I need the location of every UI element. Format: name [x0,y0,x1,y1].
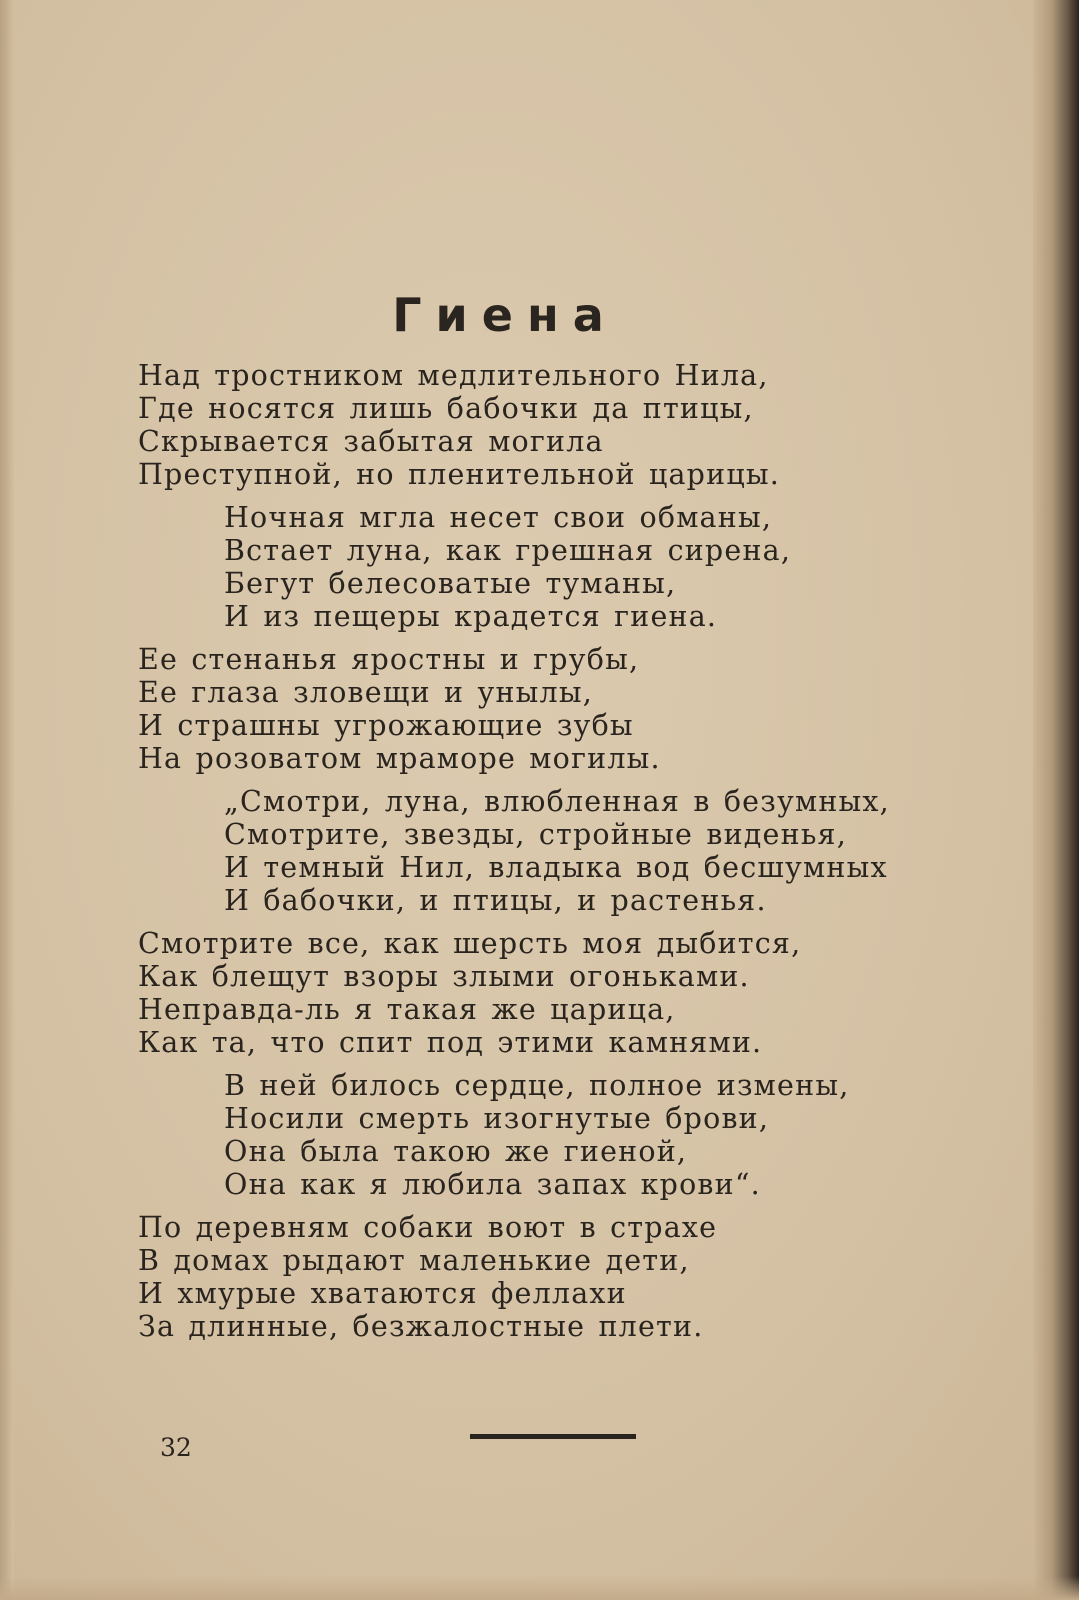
poem-line: Преступной, но пленительной царицы. [138,458,780,491]
page-number: 32 [160,1433,192,1462]
poem-line: Над тростником медлительного Нила, [138,359,769,392]
poem-body [138,359,890,1353]
poem-line: Как та, что спит под этими камнями. [138,1026,763,1059]
stanza [138,927,890,1059]
page-bottom-edge [0,1576,1079,1600]
poem-line: И из пещеры крадется гиена. [224,600,718,633]
poem-line: Ее стенанья яростны и грубы, [138,643,640,676]
poem-line: Она была такою же гиеной, [224,1135,688,1168]
book-spine-shadow [1033,0,1079,1600]
poem-line: „Смотри, луна, влюбленная в безумных, [224,785,890,818]
stanza [138,785,890,917]
poem-line: Ее глаза зловещи и унылы, [138,676,593,709]
poem-line: В ней билось сердце, полное измены, [224,1069,850,1102]
poem-line: Бегут белесоватые туманы, [224,567,677,600]
poem-line: И темный Нил, владыка вод бесшумных [224,851,888,884]
poem-line: Ночная мгла несет свои обманы, [224,501,773,534]
poem-line: Как блещут взоры злыми огоньками. [138,960,750,993]
poem-line: Встает луна, как грешная сирена, [224,534,792,567]
stanza [138,643,890,775]
poem-line: За длинные, безжалостные плети. [138,1310,704,1343]
page-left-edge [0,0,14,1600]
poem-line: И страшны угрожающие зубы [138,709,634,742]
stanza [138,501,890,633]
poem-line: Носили смерть изогнутые брови, [224,1102,770,1135]
poem-line: Где носятся лишь бабочки да птицы, [138,392,754,425]
poem-line: И бабочки, и птицы, и растенья. [224,884,767,917]
poem-line: Неправда-ль я такая же царица, [138,993,676,1026]
end-rule [470,1434,636,1439]
poem-line: Она как я любила запах крови“. [224,1168,761,1201]
poem-line: В домах рыдают маленькие дети, [138,1244,690,1277]
poem-line: По деревням собаки воют в страхе [138,1211,718,1244]
stanza [138,359,890,491]
poem-line: Смотрите все, как шерсть моя дыбится, [138,927,802,960]
stanza [138,1211,890,1343]
poem-line: Смотрите, звезды, стройные виденья, [224,818,847,851]
poem-line: Скрывается забытая могила [138,425,604,458]
poem-title: Гиена [392,288,618,342]
poem-line: На розоватом мраморе могилы. [138,742,661,775]
stanza [138,1069,890,1201]
poem-line: И хмурые хватаются феллахи [138,1277,627,1310]
